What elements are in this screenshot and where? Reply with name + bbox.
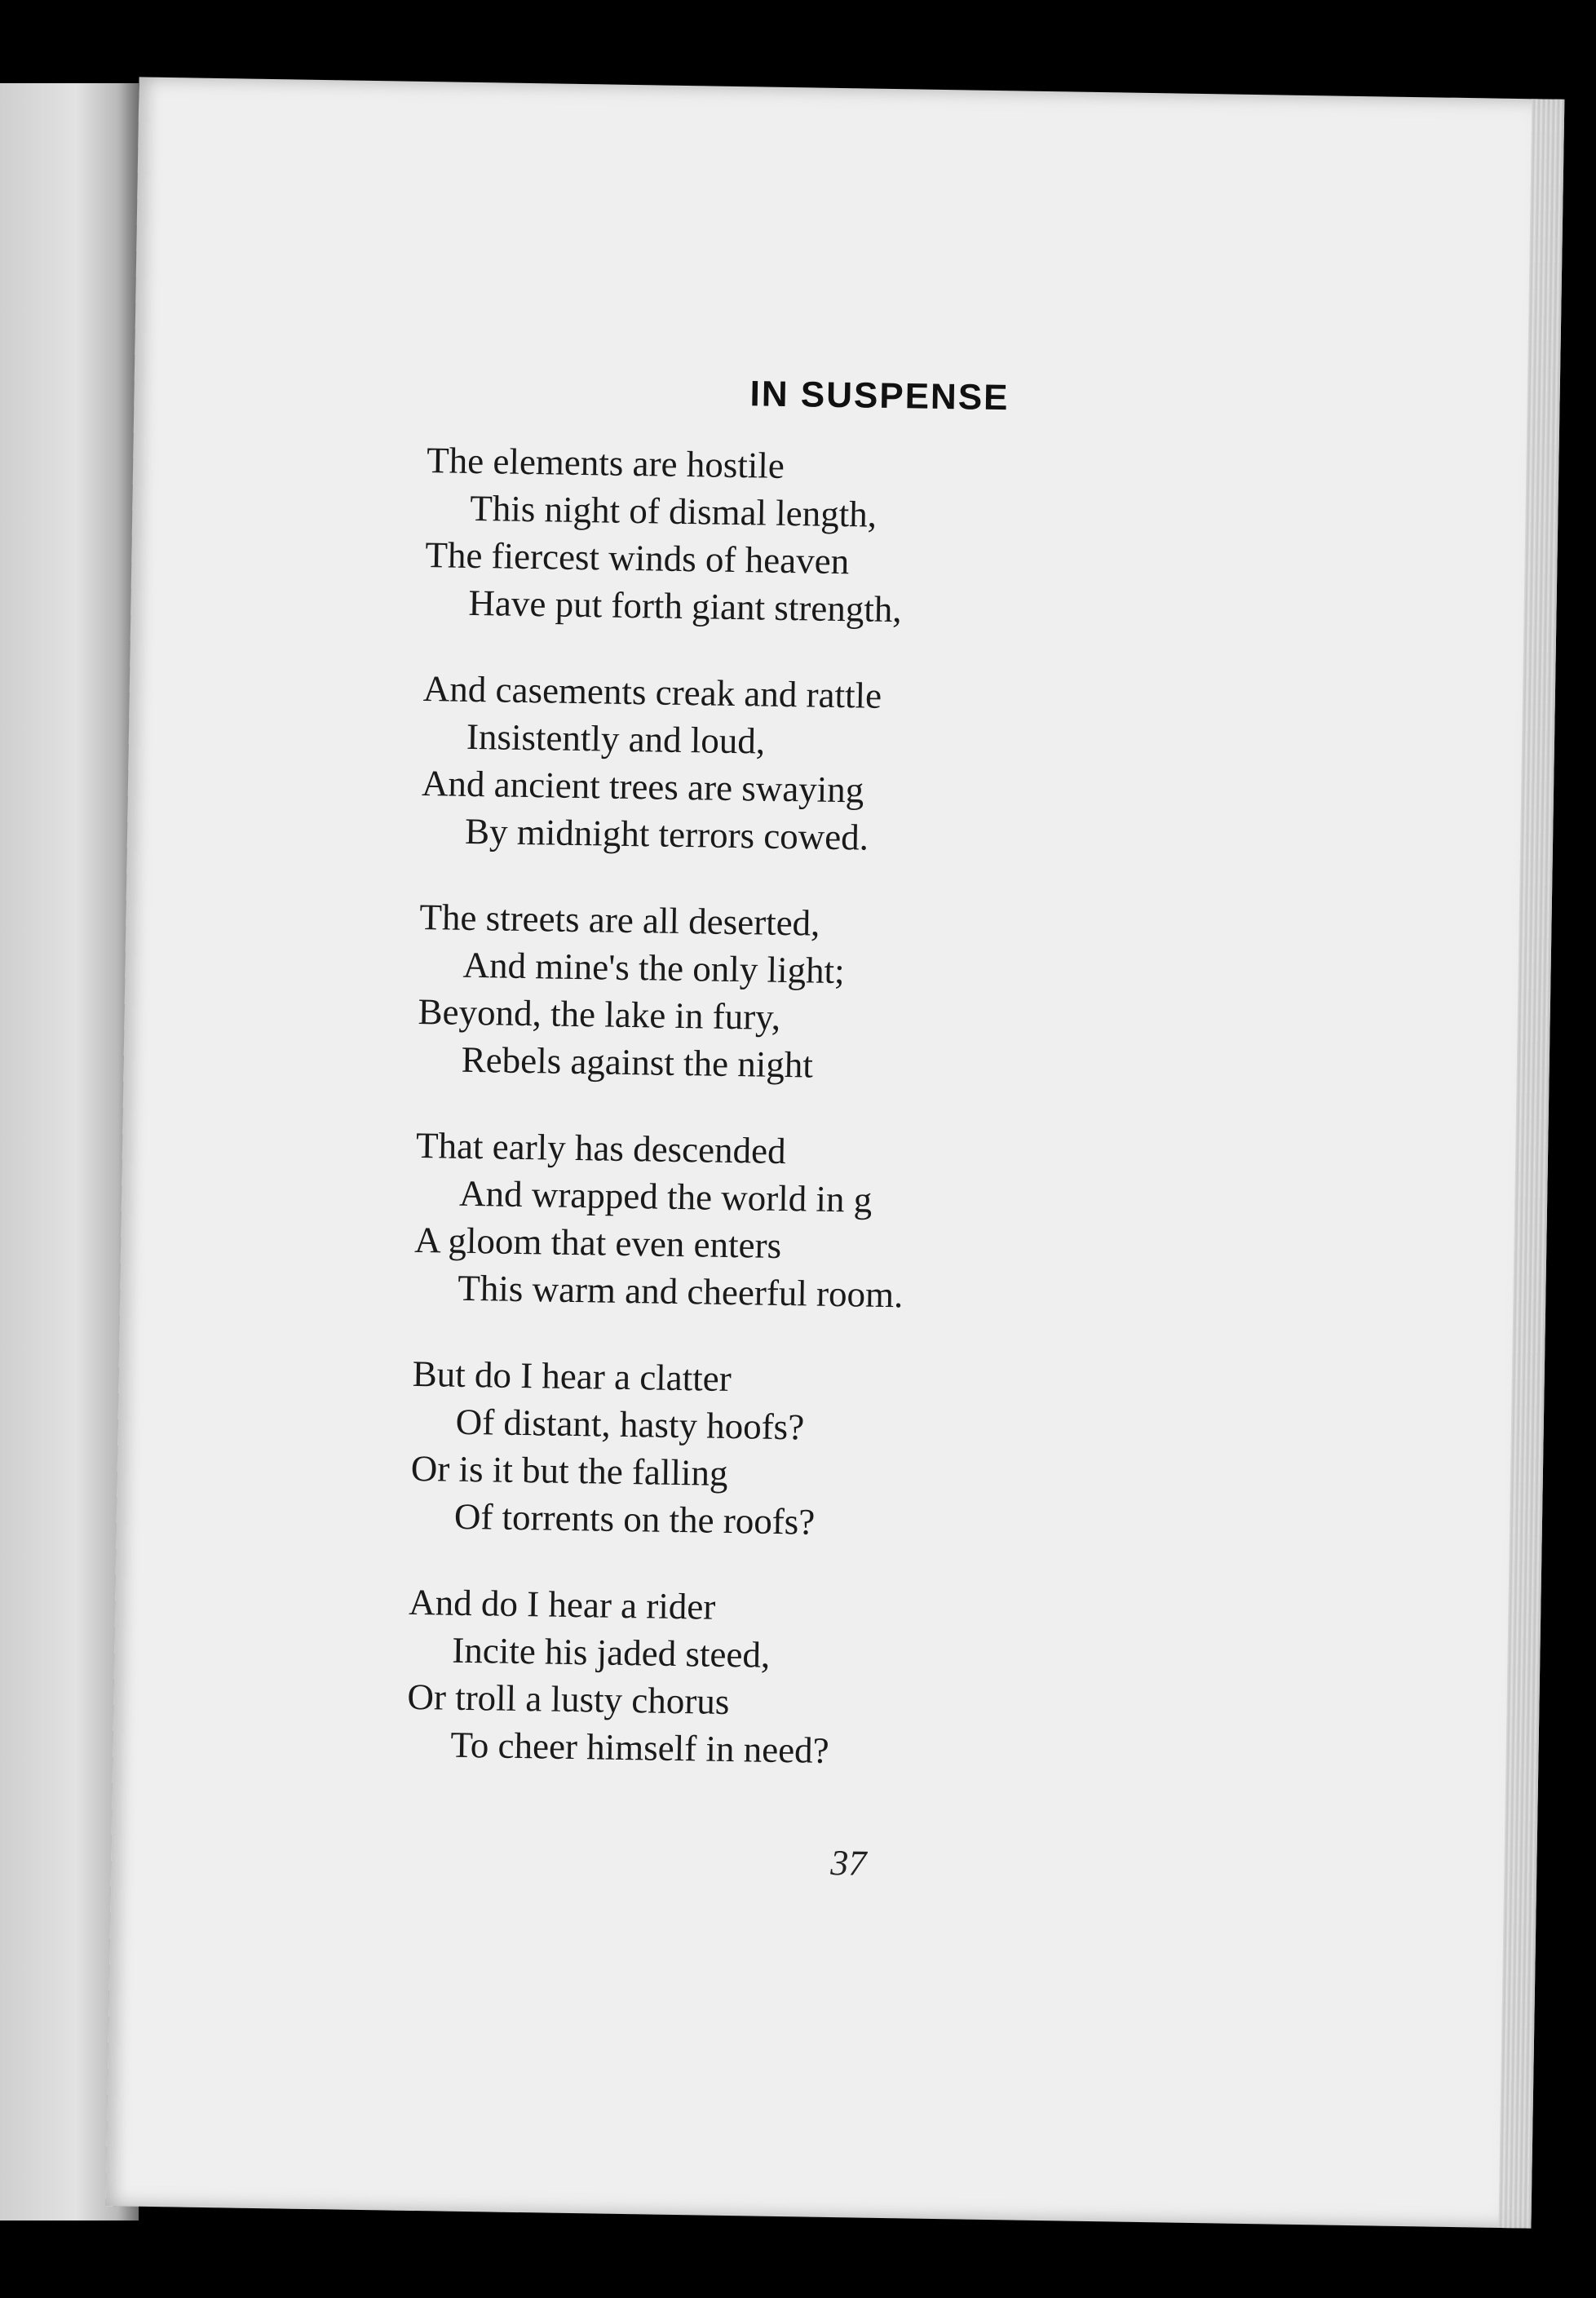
poem-title: IN SUSPENSE — [749, 374, 1010, 418]
poem-line: Of torrents on the roofs? — [453, 1495, 816, 1543]
poem-line: That early has descended — [415, 1124, 786, 1172]
poem-line: The streets are all deserted, — [419, 896, 820, 944]
stanza — [421, 665, 1158, 866]
poem-line: And ancient trees are swaying — [421, 762, 864, 811]
page-number: 37 — [829, 1843, 867, 1884]
poem-line: And casements creak and rattle — [422, 667, 882, 716]
poem-line: And mine's the only light; — [462, 944, 845, 992]
stanza — [409, 1350, 1147, 1551]
poem-line: Insistently and loud, — [466, 715, 766, 762]
poem-line: Or troll a lusty chorus — [407, 1676, 730, 1723]
poem-line: Have put forth giant strength, — [468, 582, 902, 631]
stanza — [424, 436, 1161, 637]
poem-line: And do I hear a rider — [408, 1581, 716, 1627]
stanza — [413, 1122, 1151, 1322]
poem-line: A gloom that even enters — [413, 1219, 782, 1266]
stanza — [417, 893, 1154, 1094]
poem-line: To cheer himself in need? — [450, 1724, 830, 1771]
poem-line: The fiercest winds of heaven — [425, 534, 850, 582]
poem-line: But do I hear a clatter — [412, 1353, 732, 1400]
poem-line: This warm and cheerful room. — [457, 1267, 904, 1316]
stanza — [406, 1578, 1143, 1779]
poem-line: Or is it but the falling — [410, 1447, 728, 1494]
poem-line: By midnight terrors cowed. — [464, 810, 869, 858]
poem-line: Rebels against the night — [461, 1038, 814, 1086]
poem-body — [405, 436, 1161, 1818]
poem-line: And wrapped the world in g — [458, 1172, 873, 1220]
poem-line: Of distant, hasty hoofs? — [455, 1401, 805, 1448]
poem-line: The elements are hostile — [426, 440, 785, 486]
book-page — [106, 77, 1565, 2228]
poem-line: This night of dismal length, — [469, 487, 878, 535]
poem-line: Beyond, the lake in fury, — [418, 990, 781, 1038]
poem-line: Incite his jaded steed, — [451, 1629, 771, 1676]
